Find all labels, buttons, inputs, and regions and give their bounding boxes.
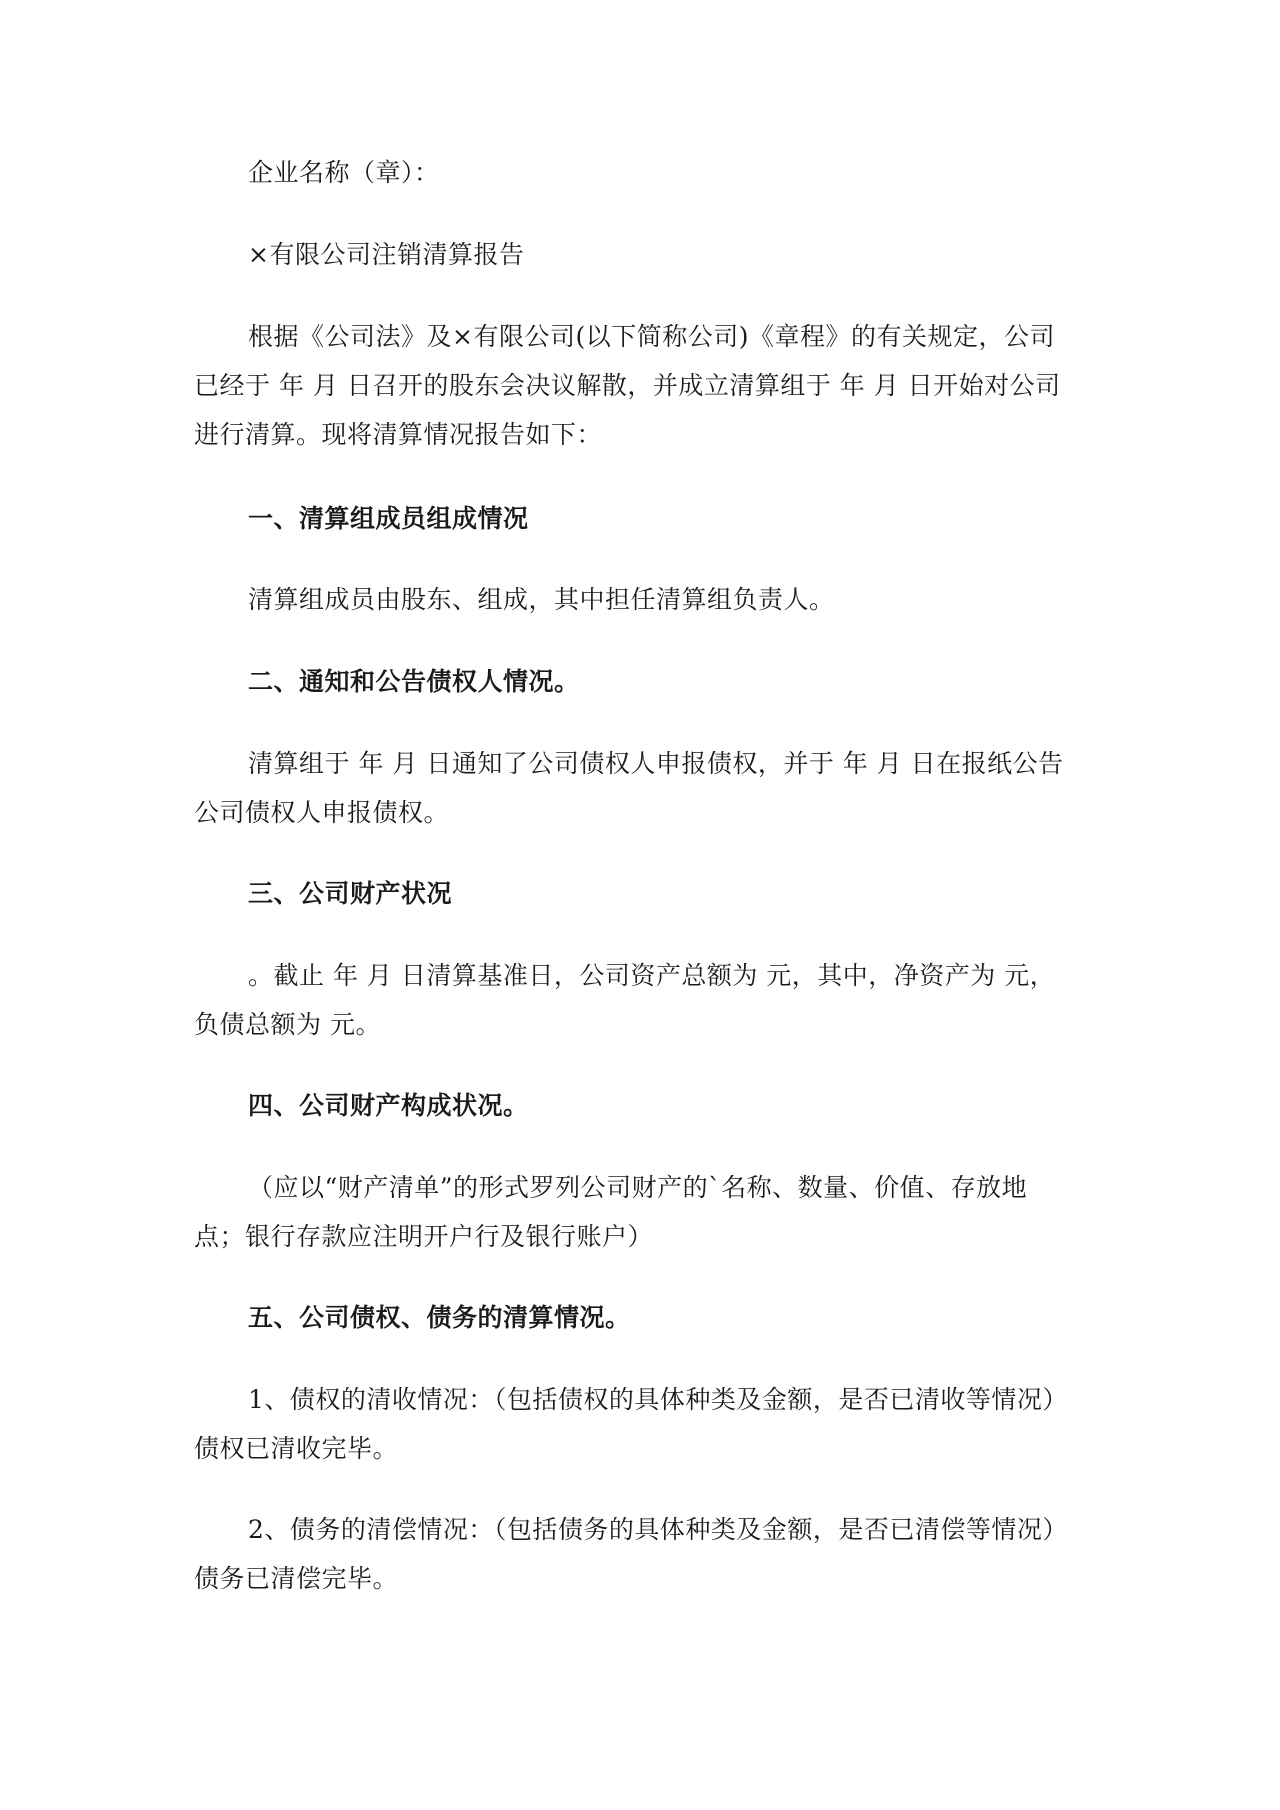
section-5-heading: 五、公司债权、债务的清算情况。	[248, 1303, 631, 1332]
section-1-heading: 一、清算组成员组成情况	[248, 504, 529, 533]
section-5-item-1: 1、债权的清收情况：（包括债权的具体种类及金额，是否已清收等情况）债权已清收完毕。	[194, 1385, 1068, 1463]
section-4-heading: 四、公司财产构成状况。	[248, 1091, 529, 1120]
section-1-body: 清算组成员由股东、组成，其中担任清算组负责人。	[248, 585, 835, 614]
section-2-heading: 二、通知和公告债权人情况。	[248, 667, 580, 696]
section-3-body: 。截止 年 月 日清算基准日，公司资产总额为 元，其中，净资产为 元，负债总额为 元。	[194, 961, 1056, 1039]
intro-paragraph: 根据《公司法》及×有限公司(以下简称公司)《章程》的有关规定，公司已经于 年 月 日召开的股东会决议解散，并成立清算组于 年 月 日开始对公司进行清算。现将清算情况报告如下：	[194, 322, 1061, 449]
section-5-item-2: 2、债务的清偿情况：（包括债务的具体种类及金额，是否已清偿等情况）债务已清偿完毕。	[194, 1515, 1068, 1593]
section-4-body: （应以“财产清单”的形式罗列公司财产的`名称、数量、价值、存放地点；银行存款应注明开户行及银行账户）	[194, 1173, 1028, 1251]
document-title: ×有限公司注销清算报告	[248, 240, 525, 269]
section-2-body: 清算组于 年 月 日通知了公司债权人申报债权，并于 年 月 日在报纸公告公司债权人申报债权。	[194, 749, 1064, 827]
company-name-line: 企业名称（章）：	[248, 158, 440, 187]
section-3-heading: 三、公司财产状况	[248, 879, 453, 908]
